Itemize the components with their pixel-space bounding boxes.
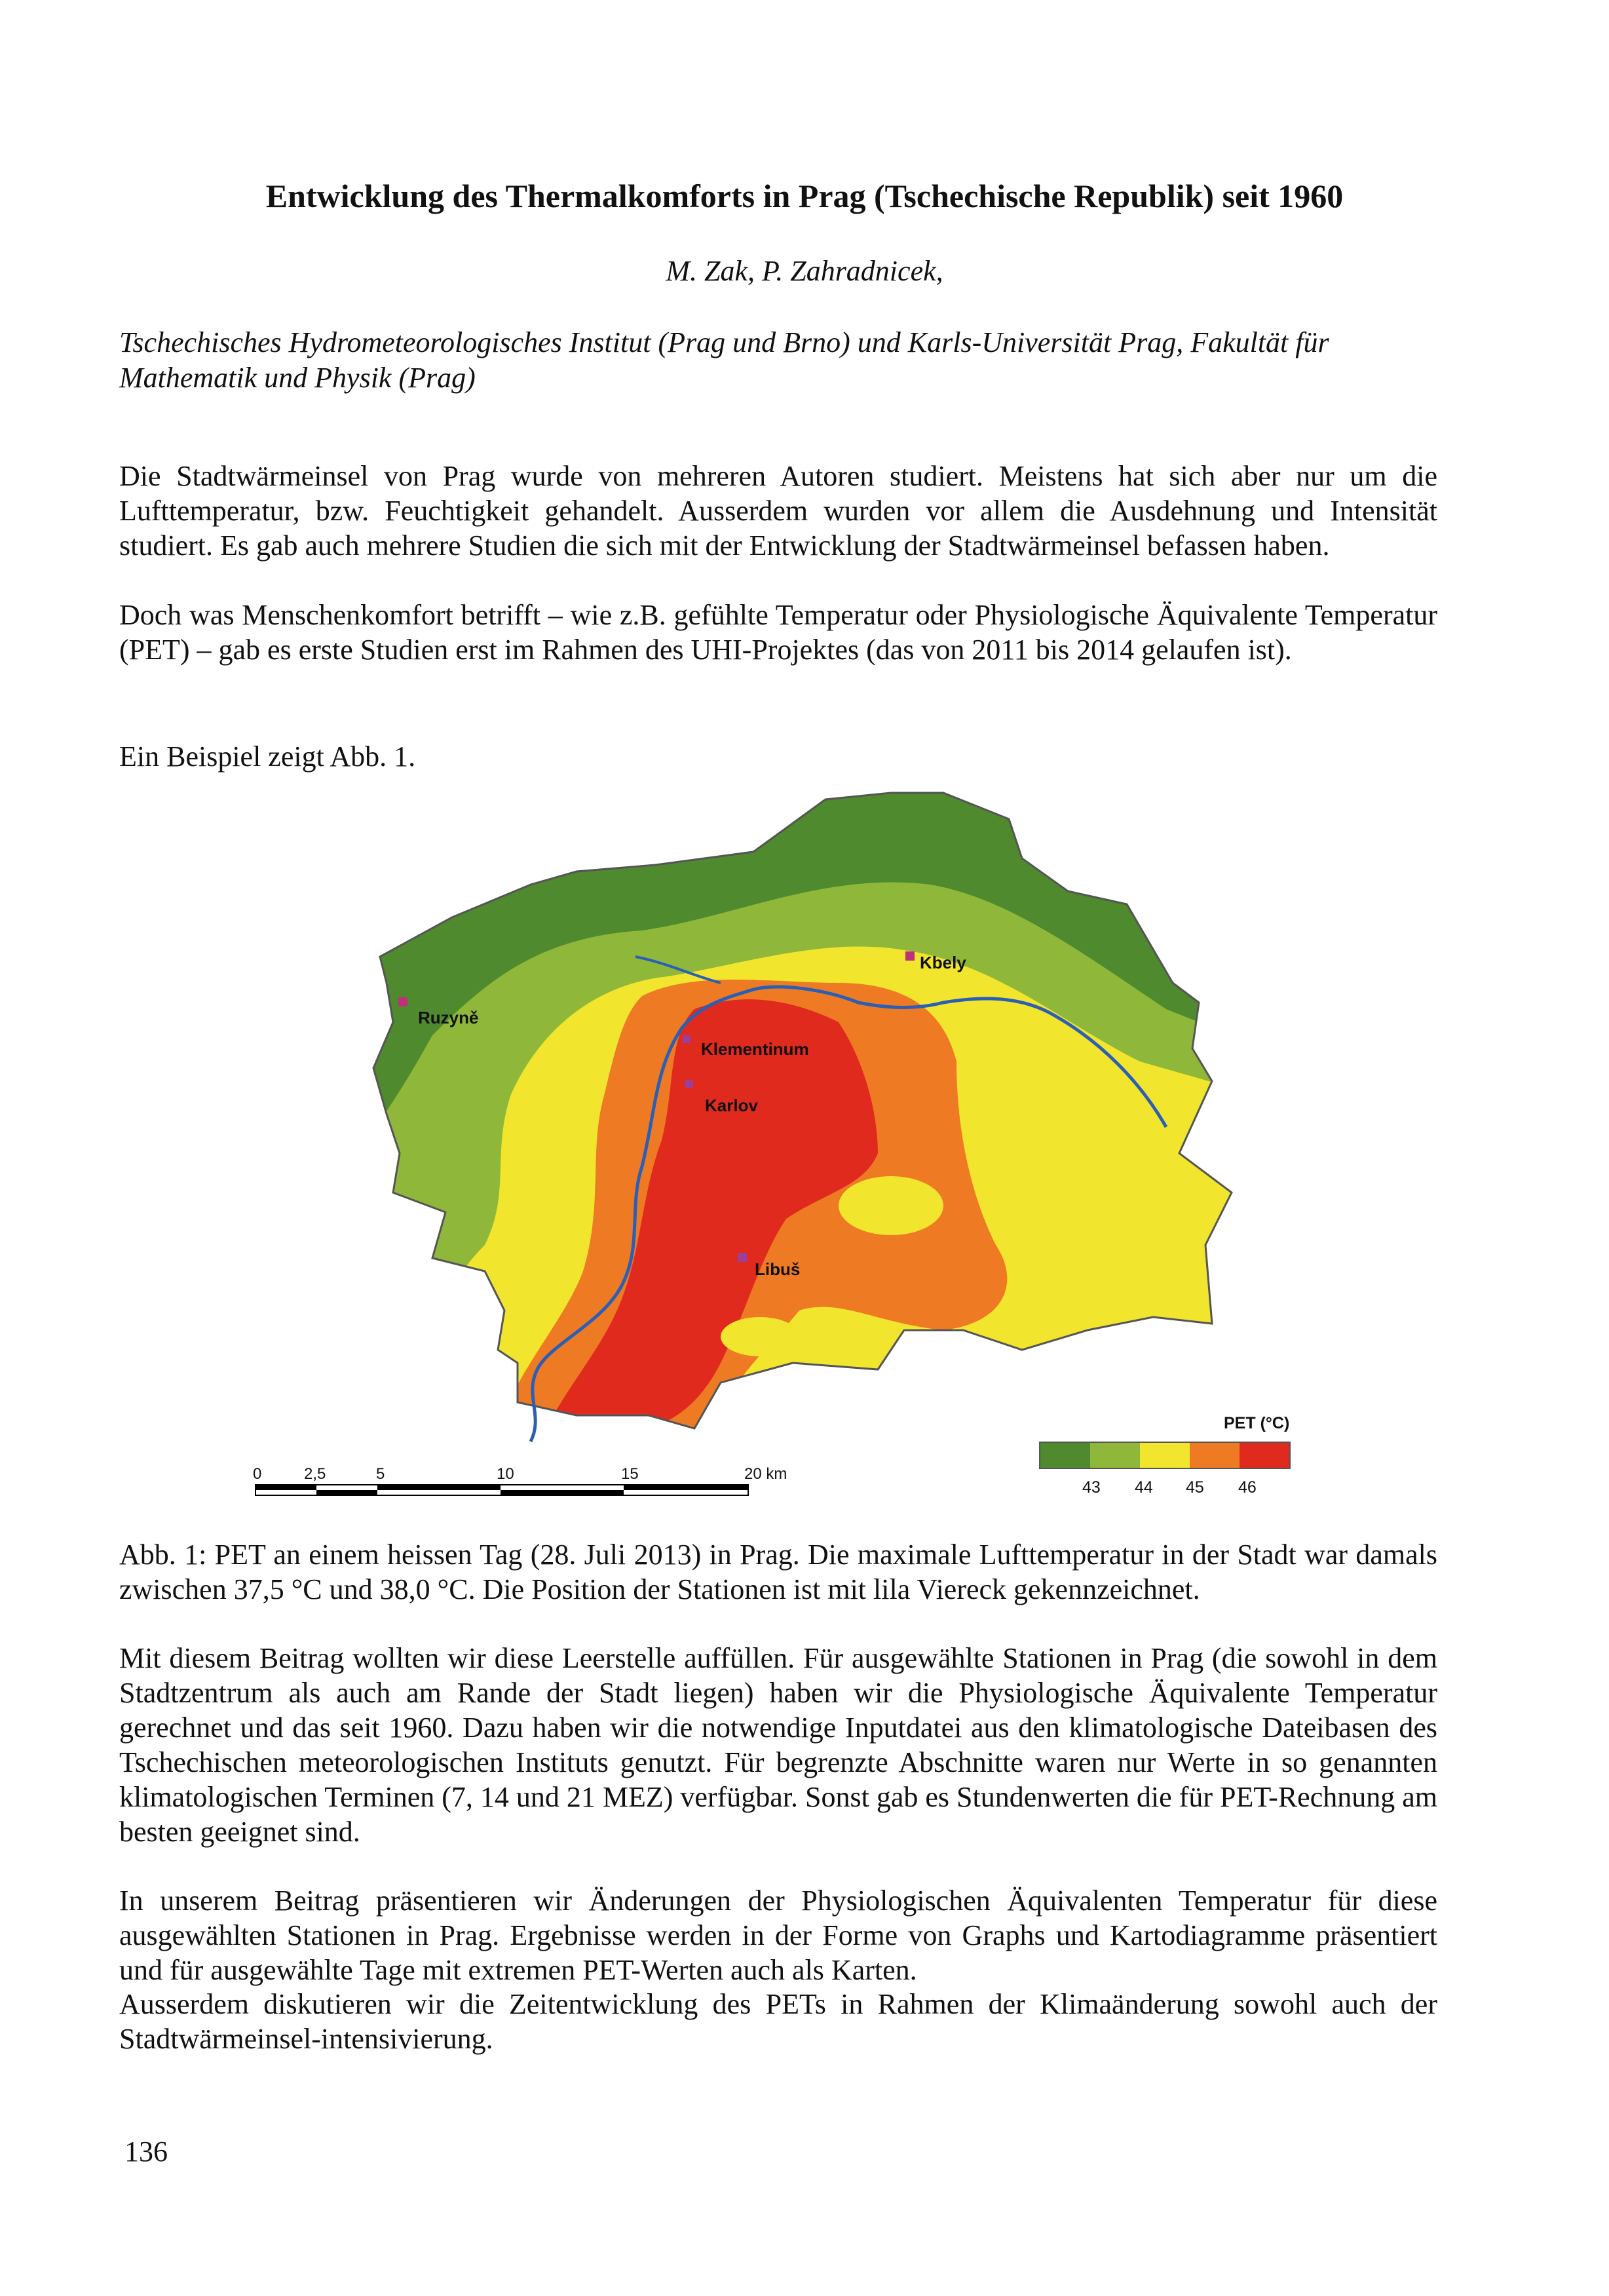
legend-tick-46: 46 [1238,1478,1257,1497]
scale-label-2-5: 2,5 [304,1465,326,1483]
legend-tick-44: 44 [1135,1478,1153,1497]
legend-swatch-1 [1040,1443,1090,1468]
legend-color-bar [1039,1442,1291,1469]
station-label-klementinum: Klementinum [701,1039,809,1059]
figure-caption: Abb. 1: PET an einem heissen Tag (28. Juli 2013) in Prag. Die maximale Lufttemperatur in der Stadt war damals zwischen 37,5 °C und 38,0 °C. Die Position der Stationen ist mit lila Viereck gekennzeichnet. [119,1539,1437,1605]
paper-title: Entwicklung des Thermalkomforts in Prag (Tschechische Republik) seit 1960 [265,178,1344,214]
pet-map-figure [236,786,1317,1507]
legend-swatch-5 [1240,1443,1289,1468]
paragraph-1: Die Stadtwärmeinsel von Prag wurde von mehreren Autoren studiert. Meistens hat sich aber nur um die Lufttemperatur, bzw. Feuchtigkeit gehandelt. Ausserdem wurden vor allem die Ausdehnung und Intensität studiert. Es gab auch mehrere Studien die sich mit der Entwicklung der Stadtwärmeinsel befassen haben. [119,460,1437,562]
legend-tick-43: 43 [1082,1478,1101,1497]
station-marker-ruzyne [398,997,407,1006]
page-number: 136 [124,2135,168,2168]
station-label-libus: Libuš [755,1259,801,1279]
pet-map [236,786,1317,1507]
authors: M. Zak, P. Zahradnicek, [666,255,943,287]
affiliation: Tschechisches Hydrometeorologisches Institut (Prag und Brno) und Karls-Universität Prag, Fakultät für Mathematik und Physik (Prag) [119,326,1329,394]
scale-label-20-km: 20 km [744,1465,787,1483]
legend-swatch-4 [1190,1443,1240,1468]
scale-label-10: 10 [497,1465,514,1483]
station-marker-kbely [905,951,915,961]
paragraph-2: Doch was Menschenkomfort betrifft – wie z.B. gefühlte Temperatur oder Physiologische Äquivalente Temperatur (PET) – gab es erste Studien erst im Rahmen des UHI-Projektes (das von 2011 bis 2014 gelaufen ist). [119,599,1437,666]
legend-tick-45: 45 [1186,1478,1204,1497]
station-label-karlov: Karlov [705,1096,758,1115]
scale-label-15: 15 [621,1465,639,1483]
station-marker-libus [738,1253,747,1262]
paragraph-3: Ein Beispiel zeigt Abb. 1. [119,740,416,773]
paragraph-4: Mit diesem Beitrag wollten wir diese Leerstelle auffüllen. Für ausgewählte Stationen in Prag (die sowohl in dem Stadtzentrum als auch am Rande der Stadt liegen) haben wir die Physiologische Äquivalente Temperatur gerechnet und das seit 1960. Dazu haben wir die notwendige Inputdatei aus den klimatologische Dateibasen des Tschechischen meteorologischen Instituts genutzt. Für begrenzte Abschnitte waren nur Werte in so genannten klimatologischen Terminen (7, 14 und 21 MEZ) verfügbar. Sonst gab es Stundenwerten die für PET-Rechnung am besten geeignet sind. [119,1642,1437,1848]
paragraph-5: In unserem Beitrag präsentieren wir Änderungen der Physiologischen Äquivalenten Temperatur für diese ausgewählten Stationen in Prag. Ergebnisse werden in der Forme von Graphs und Kartodiagramme präsentiert und für ausgewählte Tage mit extremen PET-Werten auch als Karten. [119,1885,1437,1986]
legend-swatch-2 [1090,1443,1140,1468]
legend-swatch-3 [1140,1443,1190,1468]
legend-title: PET (°C) [1224,1414,1290,1432]
scale-label-5: 5 [376,1465,385,1483]
paragraph-6: Ausserdem diskutieren wir die Zeitentwicklung des PETs in Rahmen der Klimaänderung sowohl auch der Stadtwärmeinsel-intensivierung. [119,1988,1437,2055]
scale-bar [254,1483,752,1503]
station-label-kbely: Kbely [920,953,966,972]
station-marker-karlov [685,1080,693,1088]
scale-label-0: 0 [253,1465,262,1483]
station-label-ruzyne: Ruzyně [418,1008,479,1027]
station-marker-klementinum [683,1035,691,1043]
